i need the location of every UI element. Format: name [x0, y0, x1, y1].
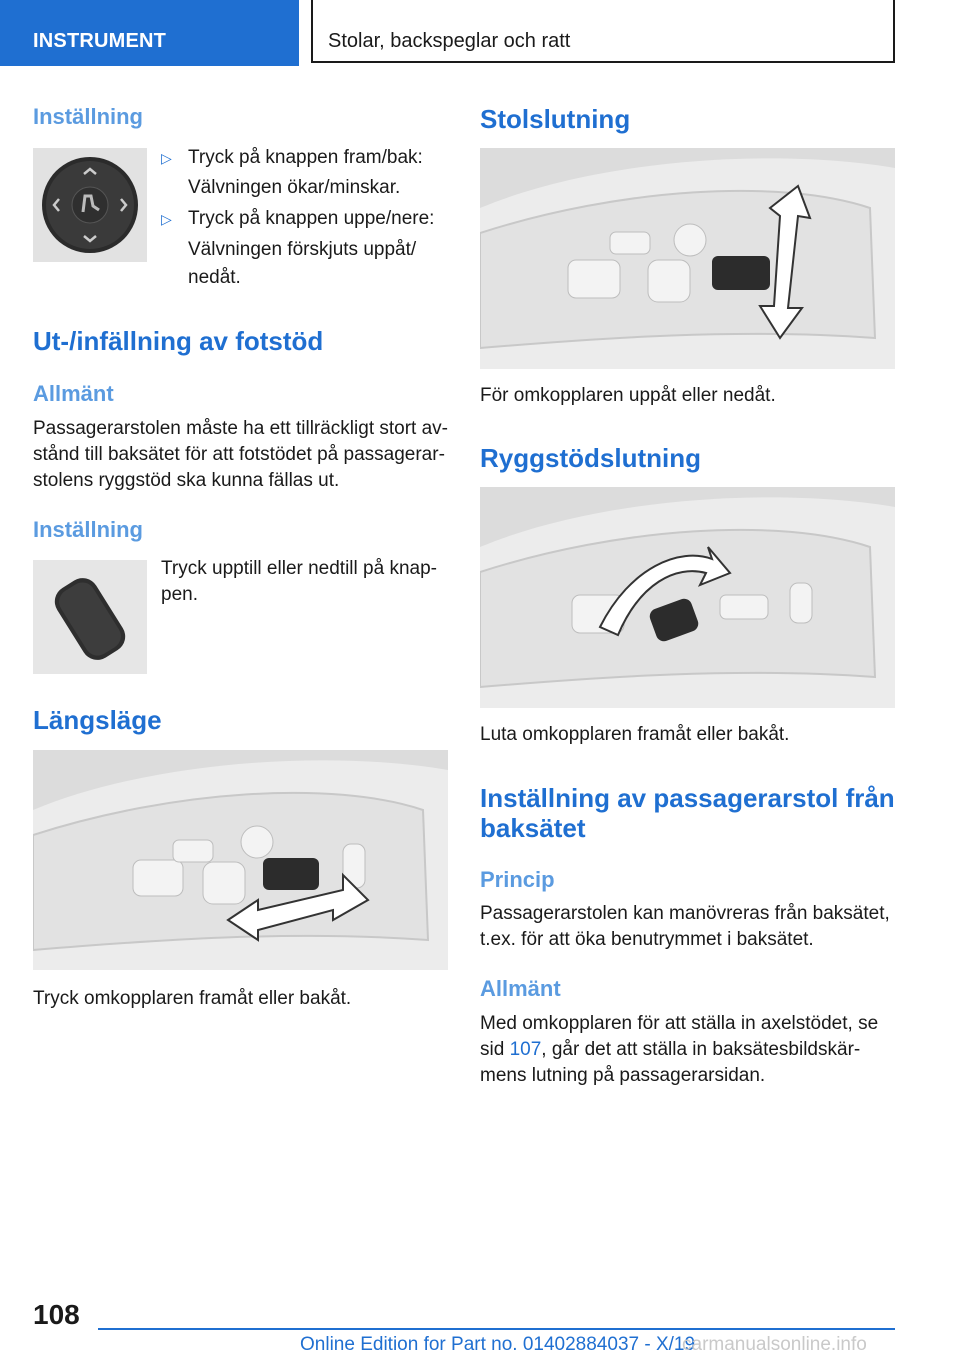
page-number: 108 [33, 1299, 80, 1330]
seat-longitudinal-image [33, 750, 448, 970]
chapter-tab [311, 0, 895, 63]
heading-allmant: Allmänt [33, 381, 114, 406]
watermark: carmanualsonline.info [682, 1334, 867, 1355]
installning2-line-1: Tryck upptill eller nedtill på knap- [161, 558, 437, 579]
page-reference-link[interactable]: 107 [509, 1039, 542, 1060]
installning2-line-2: pen. [161, 584, 198, 605]
ryggstod-caption: Luta omkopplaren framåt eller bakåt. [480, 724, 790, 745]
heading-stolslutning: Stolslutning [480, 104, 631, 134]
bullet-2-action: Tryck på knappen uppe/nere: [188, 208, 435, 229]
bullet-triangle-icon: ▷ [161, 211, 172, 227]
langslage-caption: Tryck omkopplaren framåt eller bakåt. [33, 988, 352, 1009]
heading-installning-2: Inställning [33, 517, 143, 542]
heading-ryggstod: Ryggstödslutning [480, 443, 701, 473]
footer-edition: Online Edition for Part no. 01402884037 - X/19 [300, 1334, 696, 1355]
section-label: INSTRUMENT [33, 30, 167, 52]
heading-fotstod: Ut-/infällning av fotstöd [33, 326, 324, 356]
allmant2-line-1: Med omkopplaren för att ställa in axelstödet, se [480, 1013, 879, 1034]
heading-fran-baksatet-line2: baksätet [480, 813, 586, 843]
footer-divider [98, 1328, 895, 1330]
bullet-2-result-line2: nedåt. [188, 267, 241, 288]
heading-allmant-2: Allmänt [480, 976, 561, 1001]
bullet-1-action: Tryck på knappen fram/bak: [188, 147, 423, 168]
allmant-line-2: stånd till baksätet för att fotstödet på passagerar- [33, 444, 445, 465]
bullet-1-result: Välvningen ökar/minskar. [188, 177, 401, 198]
section-tab [0, 0, 299, 66]
footrest-button-image [33, 560, 147, 674]
chapter-label: Stolar, backspeglar och ratt [328, 30, 571, 52]
stolslutning-caption: För omkopplaren uppåt eller nedåt. [480, 385, 776, 406]
heading-installning: Inställning [33, 104, 143, 129]
princip-line-2: t.ex. för att öka benutrymmet i baksätet. [480, 929, 814, 950]
allmant2-line-2 [480, 1037, 860, 1063]
heading-langslage: Längsläge [33, 705, 162, 735]
allmant2-line-2-rest: , går det att ställa in baksätesbildskär- [541, 1039, 861, 1060]
allmant-line-1: Passagerarstolen måste ha ett tillräckligt stort av- [33, 418, 449, 439]
bullet-2-result-line1: Välvningen förskjuts uppåt/ [188, 239, 417, 260]
allmant2-line-3: mens lutning på passagerarsidan. [480, 1065, 766, 1086]
bullet-triangle-icon: ▷ [161, 150, 172, 166]
allmant-line-3: stolens ryggstöd ska kunna fällas ut. [33, 470, 340, 491]
heading-princip: Princip [480, 867, 555, 892]
princip-line-1: Passagerarstolen kan manövreras från baksätet, [480, 903, 890, 924]
lumbar-button-image [33, 148, 147, 262]
seat-tilt-image [480, 148, 895, 369]
heading-fran-baksatet-line1: Inställning av passagerarstol från [480, 783, 895, 813]
backrest-tilt-image [480, 487, 895, 708]
allmant2-sid-label: sid [480, 1039, 505, 1060]
